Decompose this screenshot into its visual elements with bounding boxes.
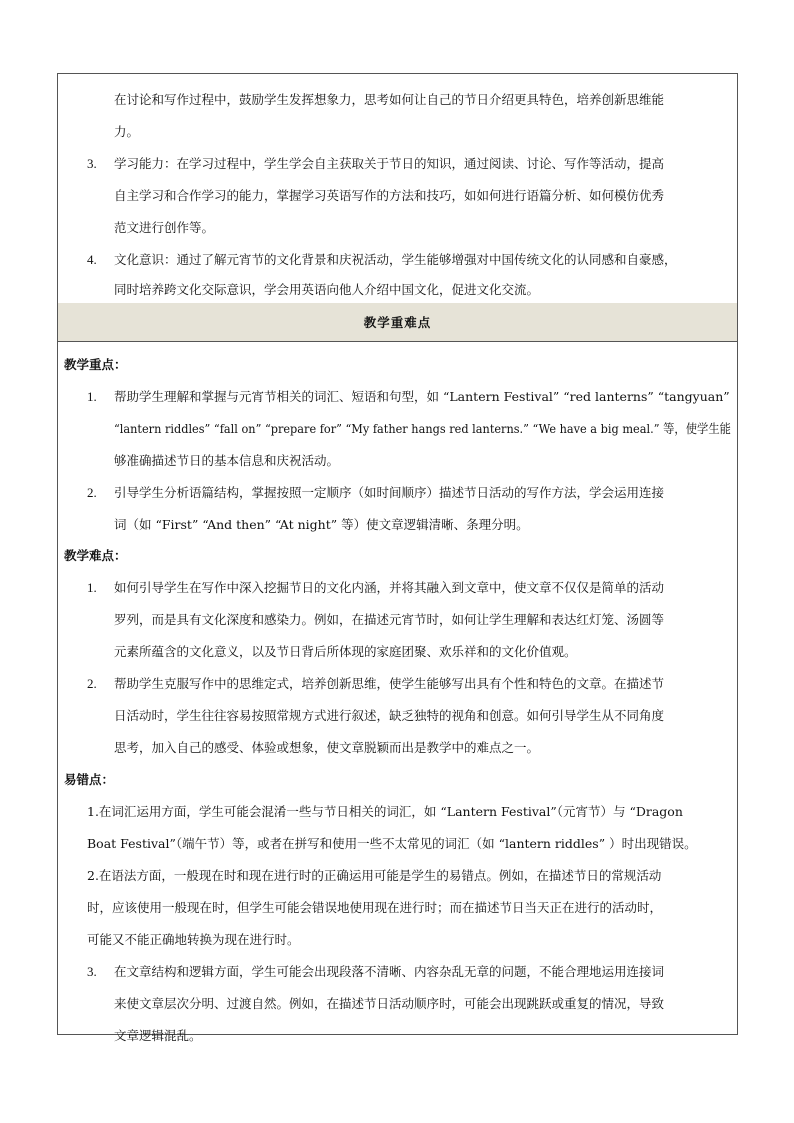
difficult-point-1-line: 如何引导学生在写作中深入挖掘节日的文化内涵，并将其融入到文章中，使文章不仅仅是简单的活动 xyxy=(114,580,665,595)
key-point-1-line: “lantern riddles” “fall on” “prepare for” “My father hangs red lanterns.” “We have a big meal.” 等，使学生能 xyxy=(114,421,731,436)
key-point-1-line: 帮助学生理解和掌握与元宵节相关的词汇、短语和句型，如 “Lantern Festival” “red lanterns” “tangyuan” xyxy=(114,389,730,404)
key-point-2-line: 词（如 “First” “And then” “At night” 等）使文章逻辑清晰、条理分明。 xyxy=(114,517,529,532)
error-point-3-line: 来使文章层次分明、过渡自然。例如，在描述节日活动顺序时，可能会出现跳跃或重复的情况，导致 xyxy=(114,996,665,1011)
section-title: 教学重难点 xyxy=(363,315,432,330)
difficult-points-heading: 教学难点： xyxy=(64,548,127,563)
objective-2-line: 在讨论和写作过程中，鼓励学生发挥想象力，思考如何让自己的节日介绍更具特色，培养创新思维能 xyxy=(114,92,665,107)
objective-4-line: 文化意识：通过了解元宵节的文化背景和庆祝活动，学生能够增强对中国传统文化的认同感和自豪感， xyxy=(114,252,677,267)
error-point-1-line: 1.在词汇运用方面，学生可能会混淆一些与节日相关的词汇，如 “Lantern Festival”（元宵节）与 “Dragon xyxy=(87,804,683,819)
objective-3-line: 范文进行创作等。 xyxy=(114,220,215,235)
objective-4-line: 同时培养跨文化交际意识，学会用英语向他人介绍中国文化，促进文化交流。 xyxy=(114,282,540,297)
objective-3-line: 自主学习和合作学习的能力，掌握学习英语写作的方法和技巧，如如何进行语篇分析、如何模仿优秀 xyxy=(114,188,665,203)
item-number: 1. xyxy=(87,389,97,404)
difficult-point-2-line: 思考，加入自己的感受、体验或想象，使文章脱颖而出是教学中的难点之一。 xyxy=(114,740,540,755)
key-difficult-points-cell xyxy=(58,342,737,1043)
section-header xyxy=(58,303,737,342)
key-points-heading: 教学重点： xyxy=(64,357,127,372)
error-point-3-line: 在文章结构和逻辑方面，学生可能会出现段落不清晰、内容杂乱无章的问题，不能合理地运用连接词 xyxy=(114,964,665,979)
difficult-point-1-line: 元素所蕴含的文化意义，以及节日背后所体现的家庭团聚、欢乐祥和的文化价值观。 xyxy=(114,644,577,659)
error-point-2-line: 2.在语法方面，一般现在时和现在进行时的正确运用可能是学生的易错点。例如，在描述节日的常规活动 xyxy=(87,868,662,883)
item-number: 4. xyxy=(87,252,97,267)
item-number: 2. xyxy=(87,676,97,691)
item-number: 3. xyxy=(87,964,97,979)
difficult-point-2-line: 帮助学生克服写作中的思维定式，培养创新思维，使学生能够写出具有个性和特色的文章。在描述节 xyxy=(114,676,665,691)
lesson-plan-table xyxy=(57,73,738,1043)
objectives-cell xyxy=(58,74,737,304)
error-points-heading: 易错点： xyxy=(64,772,115,787)
key-point-1-line: 够准确描述节日的基本信息和庆祝活动。 xyxy=(114,453,340,468)
error-point-2-line: 可能又不能正确地转换为现在进行时。 xyxy=(87,932,300,947)
objective-3-line: 学习能力：在学习过程中，学生学会自主获取关于节日的知识，通过阅读、讨论、写作等活动，提高 xyxy=(114,156,665,171)
difficult-point-2-line: 日活动时，学生往往容易按照常规方式进行叙述，缺乏独特的视角和创意。如何引导学生从不同角度 xyxy=(114,708,665,723)
item-number: 2. xyxy=(87,485,97,500)
error-point-1-line: Boat Festival”（端午节）等，或者在拼写和使用一些不太常见的词汇（如 “lantern riddles” ）时出现错误。 xyxy=(87,836,697,851)
item-number: 3. xyxy=(87,156,97,171)
item-number: 1. xyxy=(87,580,97,595)
difficult-point-1-line: 罗列，而是具有文化深度和感染力。例如，在描述元宵节时，如何让学生理解和表达红灯笼、汤圆等 xyxy=(114,612,665,627)
key-point-2-line: 引导学生分析语篇结构，掌握按照一定顺序（如时间顺序）描述节日活动的写作方法，学会运用连接 xyxy=(114,485,665,500)
error-point-3-line: 文章逻辑混乱。 xyxy=(114,1028,202,1043)
objective-2-line: 力。 xyxy=(114,124,140,139)
error-point-2-line: 时，应该使用一般现在时，但学生可能会错误地使用现在进行时；而在描述节日当天正在进行的活动时， xyxy=(87,900,663,915)
